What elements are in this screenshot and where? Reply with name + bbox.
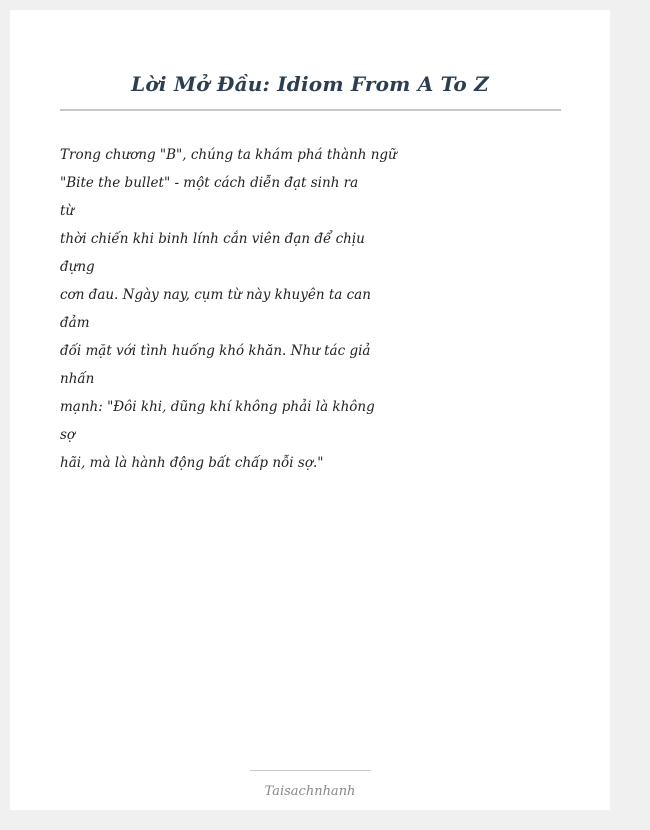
- body-line: sợ: [60, 427, 76, 443]
- body-line: cơn đau. Ngày nay, cụm từ này khuyên ta can: [60, 287, 371, 303]
- body-text: [60, 141, 397, 477]
- body-line: "Bite the bullet" - một cách diễn đạt sinh ra: [60, 175, 359, 191]
- body-line: Trong chương "B", chúng ta khám phá thành ngữ: [60, 147, 397, 163]
- body-line: đựng: [60, 259, 95, 275]
- footer-divider: [250, 770, 371, 771]
- body-line: đối mặt với tình huống khó khăn. Như tác giả: [60, 343, 371, 359]
- body-line: nhấn: [60, 371, 95, 387]
- title-divider: [60, 109, 561, 111]
- page-title: Lời Mở Đầu: Idiom From A To Z: [131, 72, 489, 96]
- footer-brand: Taisachnhanh: [264, 784, 356, 799]
- document-page: [10, 10, 610, 810]
- body-line: đảm: [60, 315, 90, 331]
- body-line: hãi, mà là hành động bất chấp nỗi sợ.": [60, 455, 324, 471]
- body-line: từ: [60, 203, 75, 219]
- body-line: mạnh: "Đôi khi, dũng khí không phải là không: [60, 399, 375, 415]
- body-line: thời chiến khi binh lính cắn viên đạn để chịu: [60, 231, 365, 247]
